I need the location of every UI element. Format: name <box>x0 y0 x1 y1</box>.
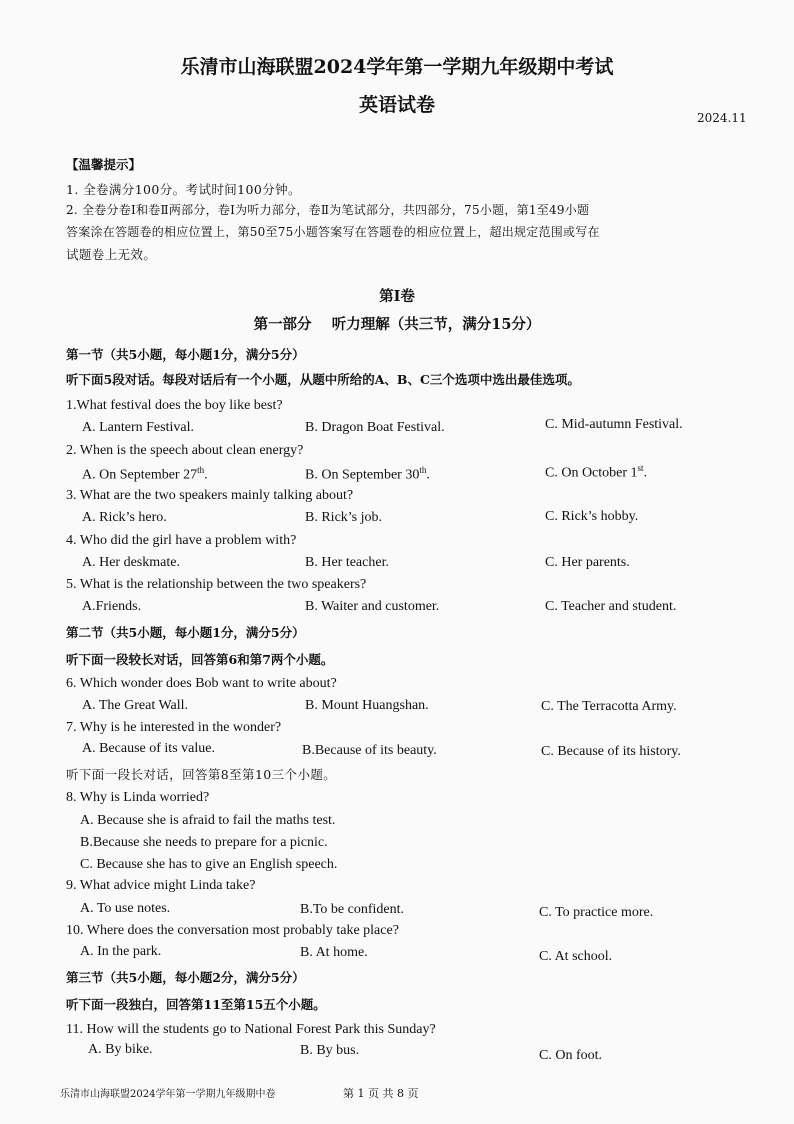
option-b: B. By bus. <box>300 1043 360 1058</box>
option-a: A. The Great Wall. <box>82 698 189 713</box>
option-b: B. On September 30th. <box>305 465 430 483</box>
option-b: B. Rick’s job. <box>305 510 383 525</box>
exam-date: 2024.11 <box>697 111 747 125</box>
option-a: A. To use notes. <box>80 901 171 916</box>
tips-line: 试题卷上无效。 <box>66 247 157 262</box>
option-c: C. Mid-autumn Festival. <box>545 417 683 432</box>
question-stem: 10. Where does the conversation most probably take place? <box>66 923 399 938</box>
option-b: B.Because she needs to prepare for a picnic. <box>80 835 328 850</box>
question-stem: 2. When is the speech about clean energy? <box>66 443 304 458</box>
option-b: B. Her teacher. <box>305 555 389 570</box>
option-b: B.Because of its beauty. <box>302 743 437 758</box>
option-b: B. Dragon Boat Festival. <box>305 420 445 435</box>
tips-line: 2. 全卷分卷Ⅰ和卷Ⅱ两部分，卷Ⅰ为听力部分，卷Ⅱ为笔试部分，共四部分，75小题，第1至49小题 <box>66 203 590 217</box>
option-b: B. At home. <box>300 945 368 960</box>
option-a: A. Rick’s hero. <box>82 510 167 525</box>
option-b: B. Waiter and customer. <box>305 599 440 614</box>
exam-title: 乐清市山海联盟2024学年第一学期九年级期中考试 <box>180 56 614 78</box>
section-instruction: 听下面5段对话。每段对话后有一个小题，从题中所给的A、B、C三个选项中选出最佳选项。 <box>66 372 580 387</box>
option-a: A. Because of its value. <box>82 741 215 756</box>
part-heading: 第一部分 听力理解（共三节，满分15分） <box>253 316 541 333</box>
tips-line: 1. 全卷满分100分。考试时间100分钟。 <box>66 182 301 197</box>
option-a: A. Lantern Festival. <box>82 420 194 435</box>
option-a: A. Because she is afraid to fail the maths test. <box>80 813 336 828</box>
option-c: C. On foot. <box>539 1048 602 1063</box>
option-a: A. Her deskmate. <box>82 555 180 570</box>
section-title: 第一节（共5小题，每小题1分，满分5分） <box>66 347 305 362</box>
question-stem: 11. How will the students go to National Forest Park this Sunday? <box>66 1022 436 1037</box>
section-title: 第二节（共5小题，每小题1分，满分5分） <box>66 625 305 640</box>
tips-line: 答案涂在答题卷的相应位置上，第50至75小题答案写在答题卷的相应位置上，超出规定范围或写在 <box>66 225 600 239</box>
tips-heading: 【温馨提示】 <box>66 157 142 172</box>
option-a: A.Friends. <box>82 599 142 614</box>
question-stem: 4. Who did the girl have a problem with? <box>66 533 297 548</box>
option-c: C. The Terracotta Army. <box>541 699 677 714</box>
option-c: C. Her parents. <box>545 555 630 570</box>
exam-subtitle: 英语试卷 <box>358 94 435 116</box>
question-stem: 8. Why is Linda worried? <box>66 790 210 805</box>
option-c: C. Teacher and student. <box>545 599 677 614</box>
footer-page-number: 第 1 页 共 8 页 <box>343 1087 419 1100</box>
option-a: A. On September 27th. <box>82 465 208 483</box>
option-a: A. By bike. <box>88 1042 153 1057</box>
option-a: A. In the park. <box>80 944 162 959</box>
question-stem: 5. What is the relationship between the two speakers? <box>66 577 367 592</box>
option-c: C. At school. <box>539 949 613 964</box>
question-stem: 9. What advice might Linda take? <box>66 878 256 893</box>
question-stem: 7. Why is he interested in the wonder? <box>66 720 282 735</box>
section-instruction: 听下面一段长对话，回答第8至第10三个小题。 <box>66 767 337 782</box>
option-c: C. Because of its history. <box>541 744 681 759</box>
footer-exam-name: 乐清市山海联盟2024学年第一学期九年级期中卷 <box>60 1089 276 1100</box>
option-b: B. Mount Huangshan. <box>305 698 429 713</box>
section-instruction: 听下面一段独白，回答第11至第15五个小题。 <box>66 997 326 1012</box>
option-b: B.To be confident. <box>300 902 404 917</box>
option-c: C. To practice more. <box>539 905 654 920</box>
section-instruction: 听下面一段较长对话，回答第6和第7两个小题。 <box>66 652 334 667</box>
option-c: C. On October 1st. <box>545 463 648 481</box>
question-stem: 6. Which wonder does Bob want to write about? <box>66 676 337 691</box>
question-stem: 1.What festival does the boy like best? <box>66 398 283 413</box>
question-stem: 3. What are the two speakers mainly talking about? <box>66 488 354 503</box>
option-c: C. Because she has to give an English speech. <box>80 857 338 872</box>
volume-heading: 第Ⅰ卷 <box>379 288 415 305</box>
option-c: C. Rick’s hobby. <box>545 509 639 524</box>
section-title: 第三节（共5小题，每小题2分，满分5分） <box>66 970 305 985</box>
